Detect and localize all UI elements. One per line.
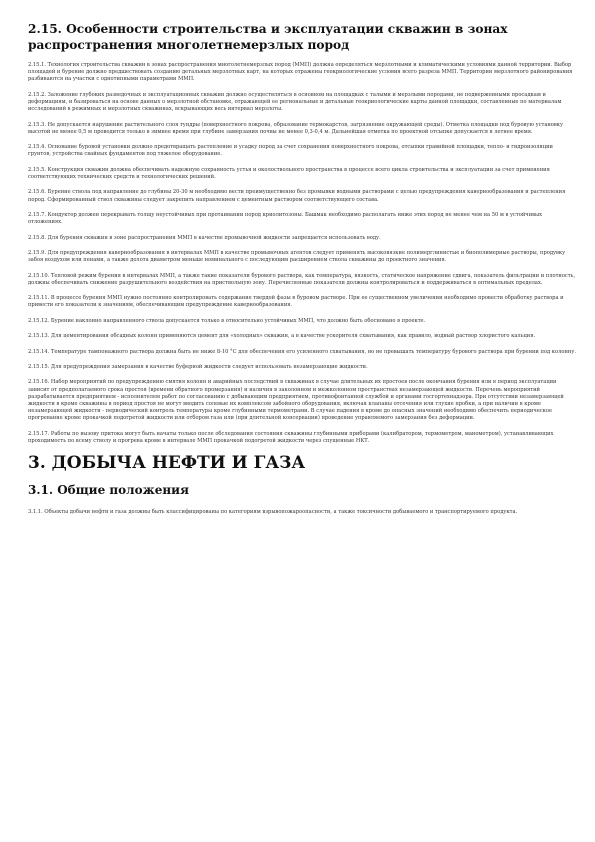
- paragraph: 2.15.1. Технология строительства скважин в зонах распространения многолетнемерзлых пород (ММП) должна определяться мерзлотными и климатическими условиями данной территории. Выбор площадей и бурение должно предшествовать созданию детальных мерзлотных карт, на которых отражены геокриологические условия всего разреза ММП. Территории мерзлотного районирования разбиваются на участки с однотипными параметрами ММП.: [28, 62, 573, 83]
- section-heading: 2.15. Особенности строительства и эксплуатации скважин в зонах распространения многолетнемерзлых пород: [28, 22, 508, 52]
- paragraph: 2.15.12. Бурение наклонно направленного ствола допускается только в относительно устойчивых ММП, что должно быть обосновано в проекте.: [28, 317, 426, 324]
- paragraph: 2.15.5. Конструкция скважин должна обеспечивать надежную сохранность устья и околоствольного пространства в процессе всего цикла строительства и эксплуатации за счет применения соответствующих технических средств и технологических решений.: [28, 166, 550, 180]
- chapter-heading: 3. ДОБЫЧА НЕФТИ И ГАЗА: [28, 453, 306, 474]
- paragraph: 2.15.15. Для предупреждения замерзания в качестве буферной жидкости следует использовать незамерзающие жидкости.: [28, 363, 368, 370]
- paragraph: 2.15.13. Для цементирования обсадных колонн применяются цемент для «холодных» скважин, а в качестве ускорителя схватывания, как правило, водный раствор хлористого кальция.: [28, 333, 536, 340]
- paragraph: 2.15.3. Не допускается нарушение растительного слоя тундры (поверхностного покрова, образование термокарстов, загрязнение окружающей среды). Отметка площадки под буровую установку высотой не менее 0,5 м проводится только в зимнее время при глубине замерзания почвы не менее 0,3-0,4 м. Дальнейшая отметка по проектной отсыпке допускается в летнее время.: [28, 121, 564, 135]
- paragraph: 2.15.14. Температуре тампонажного раствора должна быть не ниже 8-10 °С для обеспечения его усиленного схватывания, но не превышать температуру бурового раствора при бурении под колонну.: [28, 348, 576, 355]
- paragraph: 2.15.2. Заложение глубоких разведочных и эксплуатационных скважин должно осуществляться в основном на площадках с талыми и мерзлыми породами, не подверженными просадкам и деформациям, и базироваться на основе данных о мерзлотной обстановке, отражающей ее региональные и детальные геокриологические карты данной площадки, составленные по материалам исследований в режимных и мерзлотных скважинах, вскрывающих весь интервал мерзлоты.: [28, 91, 562, 113]
- paragraph: 2.15.8. Для бурения скважин в зоне распространения ММП в качестве промывочной жидкости запрещается использовать воду.: [28, 234, 381, 241]
- paragraph: 3.1.1. Объекты добычи нефти и газа должны быть классифицированы по категориям взрывопожароопасности, а также токсичности добываемого и транспортируемого продукта.: [28, 509, 518, 516]
- document-content: [28, 22, 576, 525]
- paragraph: 2.15.6. Бурение ствола под направление до глубины 20-30 м необходимо вести преимущественно без промывки водными растворами с целью предупреждения кавернообразования и растепления пород. Сформированный ствол скважины следует закрепить направлением с цементным раствором соответствующего состава.: [28, 189, 566, 203]
- paragraph: 2.15.9. Для предупреждения кавернообразования в интервалах ММП в качестве промывочных агентов следует применять высоковязкие полимерглинистые и биополимерные растворы, продувку забоя воздухом или пенами, а также долота диаметром меньше номинального с последующим расширением ствола скважины до проектного значения.: [28, 249, 566, 264]
- paragraph: 2.15.11. В процессе бурения ММП нужно постоянно контролировать содержание твердой фазы в буровом растворе. При ее существенном увеличении необходимо провести обработку раствора и привести его показатели к значениям, обеспечивающим предупреждение кавернообразования.: [28, 295, 564, 309]
- paragraph: 2.15.16. Набор мероприятий по предупреждению смятия колонн и аварийных последствий в скважинах в случае длительных их простоев после окончания бурения или в период эксплуатации зависит от предполагаемого срока простоя (времени обратного промерзания) и наличия в заколонном и межколонном пространствах незамерзающей жидкости. Перечень мероприятий разрабатывается предприятием - исполнителем работ по согласованию с добывающим предприятием, противофонтанной службой и органами госгортехнадзора. При отсутствии незамерзающей жидкости в кроме скважины в период простоя не могут вводить солевые их комплексом забойного оборудования, включая клапаны отсечения или глухие пробки, а при наличии в кроме незамерзающей жидкости - периодический контроль температуры кроме глубинными термометрами. В случае падения в кроме до опасных значений необходимо обеспечить периодическое прогревание кроме прокачкой подогретой жидкости или отбором газа или (при длительной консервации) проведение управляемого замерзания без деформации.: [28, 379, 564, 422]
- paragraph: 2.15.10. Тепловой режим бурения в интервалах ММП, а также такие показатели бурового раствора, как температура, вязкость, статическое напряжение сдвига, показатель фильтрации и плотность, должны обеспечивать снижение разрушительного воздействия на приствольную зону. Перечисленные показатели должны контролироваться и поддерживаться в оптимальных пределах.: [28, 272, 576, 286]
- subsection-heading: 3.1. Общие положения: [28, 483, 189, 498]
- paragraph: 2.15.4. Основание буровой установки должно предотвращать растепление и усадку пород за счет сохранения поверхностного покрова, отсыпки гравийной площадки, тепло- и гидроизоляции грунтов, устройства свайных фундаментов под тяжелое оборудование.: [28, 144, 553, 158]
- paragraph: 2.15.17. Работы по вызову притока могут быть начаты только после обследования состояния скважины глубинными приборами (калибратором, термометром, манометром), устанавливающих проходимость по всему стволу и прогрева кроме в интервале ММП прокачкой подогретой жидкости через спущенные НКТ.: [28, 430, 554, 444]
- paragraph: 2.15.7. Кондуктор должен перекрывать толщу неустойчивых при протаивании пород криолитозоны. Башмак необходимо располагать ниже этих пород не менее чем на 50 м в устойчивых отложениях.: [28, 211, 543, 226]
